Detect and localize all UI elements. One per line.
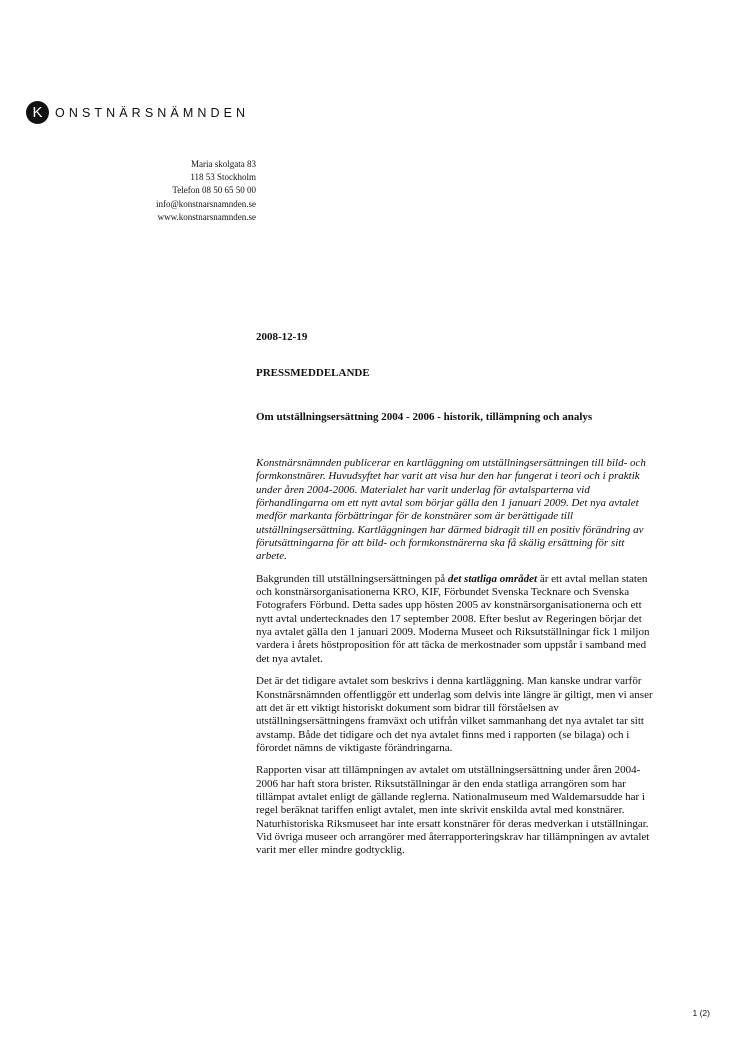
document-body xyxy=(256,457,656,867)
page-number: 1 (2) xyxy=(692,1008,710,1018)
address-email: info@konstnarsnamnden.se xyxy=(155,198,256,209)
ingress-paragraph: Konstnärsnämnden publicerar en kartläggning om utställningsersättningen till bild- och formkonstnärer. Huvudsyftet har varit att visa hur den har fungerat i teori och i praktik under åren 2004-2006. Materialet har varit underlag för avtalsparterna vid förhandlingarna om ett nytt avtal som börjar gälla den 1 januari 2009. Det nya avtalet medför markanta förbättringar för de konstnärer som är berättigade till utställningsersättning. Kartläggningen har därmed bidragit till en positiv förändring av förutsättningarna för att bild- och formkonstnärerna ska få skälig ersättning för sitt arbete. xyxy=(256,457,646,563)
document-label: PRESSMEDDELANDE xyxy=(256,367,370,379)
body-paragraph-3: Rapporten visar att tillämpningen av avtalet om utställningsersättning under åren 2004-2006 har haft stora brister. Riksutställningar är den enda statliga arrangören som har tillämpat avtalet enligt de gällande reglerna. Nationalmuseum med Waldemarsudde har i regel beräknat tariffen enligt avtalet, men inte skrivit enskilda avtal med konstnärer. Naturhistoriska Riksmuseet har inte ersatt konstnärer för deras medverkan i utställningar. Vid övriga museer och arrangörer med återrapporteringskrav har tillämpningen av avtalet varit mer eller mindre godtycklig. xyxy=(256,764,650,857)
document-title: Om utställningsersättning 2004 - 2006 - historik, tillämpning och analys xyxy=(256,411,593,423)
paragraph-1-emphasis: det statliga området xyxy=(447,572,538,585)
address-street: Maria skolgata 83 xyxy=(191,159,256,169)
document-date: 2008-12-19 xyxy=(256,331,308,343)
body-paragraph-1 xyxy=(256,573,656,666)
logo-text: ONSTNÄRSNÄMNDEN xyxy=(55,105,250,120)
body-paragraph-2: Det är det tidigare avtalet som beskrivs i denna kartläggning. Man kanske undrar varför Konstnärsnämnden offentliggör ett underlag som delvis inte längre är giltigt, men vi anser att det är ett viktigt historiskt dokument som bidrar till förståelsen av utställningsersättningens framväxt och utifrån vilket sammanhang det nya avtalet tar sitt avstamp. Både det tidigare och det nya avtalet finns med i rapporten (se bilaga) och i förordet nämns de viktigaste förändringarna. xyxy=(256,675,653,754)
address-phone: Telefon 08 50 65 50 00 xyxy=(172,185,256,196)
address-postal: 118 53 Stockholm xyxy=(190,172,256,183)
logo xyxy=(26,101,249,124)
logo-mark: K xyxy=(26,101,49,124)
paragraph-1-end: är ett avtal mellan staten och konstnärsorganisationerna KRO, KIF, Förbundet Svenska Tecknare och Svenska Fotografers Förbund. Detta sades upp hösten 2005 av konstnärsorganisationerna och ett nytt avtal undertecknades den 17 september 2008. Efter beslut av Regeringen börjar det nya avtalet gälla den 1 januari 2009. Moderna Museet och Riksutställningar fick 1 miljon vardera i årets höstproposition för att täcka de merkostnader som uppstår i samband med det nya avtalet. xyxy=(256,572,650,665)
address-web: www.konstnarsnamnden.se xyxy=(157,211,256,222)
address-block xyxy=(156,158,256,224)
paragraph-1-start: Bakgrunden till utställningsersättningen på xyxy=(256,572,448,585)
